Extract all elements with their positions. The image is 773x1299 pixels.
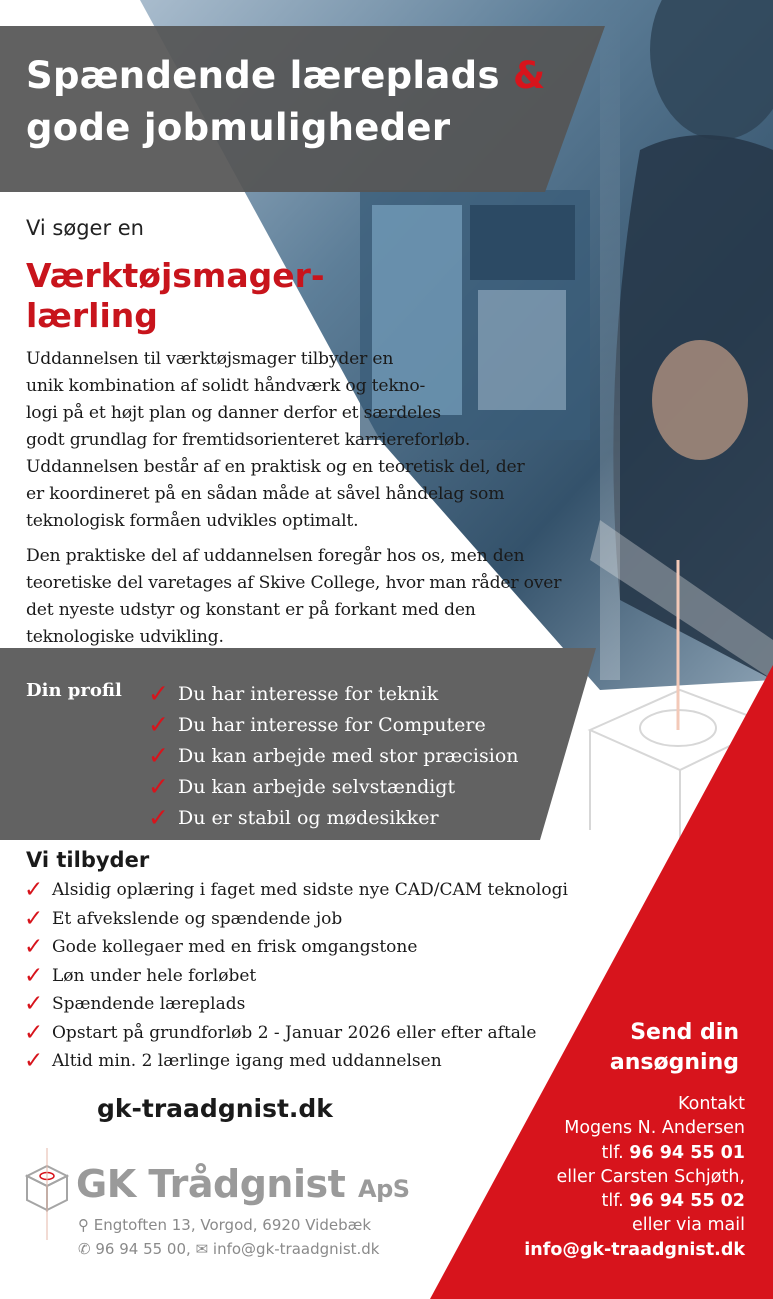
- phone-icon: ✆: [78, 1240, 91, 1258]
- tlf-label: tlf.: [601, 1191, 624, 1212]
- offer-item-text: Spændende læreplads: [52, 994, 246, 1015]
- profile-item-text: Du er stabil og mødesikker: [178, 806, 439, 829]
- list-item: [148, 709, 519, 740]
- apply-email-link[interactable]: info@gk-traadgnist.dk: [524, 1239, 745, 1260]
- profile-item-text: Du har interesse for Computere: [178, 713, 486, 736]
- checkmark-icon: ✓: [24, 905, 44, 932]
- offer-item-text: Løn under hele forløbet: [52, 965, 257, 986]
- list-item: [148, 771, 519, 802]
- list-item: [24, 876, 568, 905]
- list-item: [148, 678, 519, 709]
- company-address: [78, 1216, 371, 1234]
- website-link[interactable]: gk-traadgnist.dk: [97, 1094, 333, 1123]
- job-title-line2: lærling: [26, 296, 158, 335]
- checkmark-icon: ✓: [24, 1019, 44, 1046]
- offer-title: Vi tilbyder: [26, 848, 150, 872]
- contact1-phone-line: [524, 1141, 745, 1165]
- list-item: [24, 1047, 568, 1076]
- headline-line2: gode jobmuligheder: [26, 106, 451, 149]
- profile-list: [148, 678, 519, 833]
- company-email[interactable]: info@gk-traadgnist.dk: [212, 1240, 380, 1258]
- checkmark-icon: ✓: [148, 741, 169, 770]
- company-suffix: ApS: [358, 1175, 410, 1203]
- checkmark-icon: ✓: [24, 877, 44, 904]
- location-pin-icon: ⚲: [78, 1216, 89, 1234]
- contact-block: [524, 1092, 745, 1262]
- text-line: unik kombination af solidt håndværk og tekno-: [26, 376, 426, 396]
- profile-item-text: Du har interesse for teknik: [178, 682, 439, 705]
- contact1-phone[interactable]: 96 94 55 01: [629, 1142, 745, 1163]
- profile-item-text: Du kan arbejde med stor præcision: [178, 744, 519, 767]
- list-item: [24, 933, 568, 962]
- contact2-name: eller Carsten Schjøth,: [556, 1166, 745, 1187]
- list-item: [24, 962, 568, 991]
- text-line: logi på et højt plan og danner derfor et særdeles: [26, 403, 441, 423]
- text-line: godt grundlag for fremtidsorienteret karriereforløb.: [26, 430, 471, 450]
- text-line: Uddannelsen består af en praktisk og en teoretisk del, der: [26, 457, 525, 477]
- apply-line1: Send din: [630, 1020, 739, 1045]
- contact1-name: Mogens N. Andersen: [564, 1118, 745, 1139]
- text-line: teknologiske udvikling.: [26, 627, 224, 647]
- offer-item-text: Alsidig oplæring i faget med sidste nye CAD/CAM teknologi: [52, 880, 568, 901]
- offer-item-text: Altid min. 2 lærlinge igang med uddannelsen: [52, 1051, 442, 1072]
- company-name: [76, 1162, 410, 1206]
- address-text: Engtoften 13, Vorgod, 6920 Videbæk: [93, 1216, 372, 1234]
- checkmark-icon: ✓: [148, 679, 169, 708]
- apply-line2: ansøgning: [609, 1050, 739, 1075]
- checkmark-icon: ✓: [24, 962, 44, 989]
- contact2-phone[interactable]: 96 94 55 02: [629, 1191, 745, 1212]
- mail-label: eller via mail: [631, 1215, 745, 1236]
- offer-item-text: Et afvekslende og spændende job: [52, 908, 343, 929]
- text-line: teoretiske del varetages af Skive College, hvor man råder over: [26, 573, 562, 593]
- checkmark-icon: ✓: [24, 991, 44, 1018]
- list-item: [24, 905, 568, 934]
- company-contact: [78, 1240, 380, 1258]
- offer-item-text: Opstart på grundforløb 2 - Januar 2026 eller efter aftale: [52, 1022, 537, 1043]
- checkmark-icon: ✓: [148, 710, 169, 739]
- checkmark-icon: ✓: [148, 803, 169, 832]
- list-item: [148, 740, 519, 771]
- text-line: teknologisk formåen udvikles optimalt.: [26, 511, 359, 531]
- profile-label: Din profil: [26, 680, 122, 701]
- contact2-phone-line: [524, 1189, 745, 1213]
- tlf-label: tlf.: [601, 1142, 624, 1163]
- job-title-line1: Værktøjsmager-: [26, 256, 325, 295]
- checkmark-icon: ✓: [148, 772, 169, 801]
- job-title: [26, 256, 325, 336]
- list-item: [24, 990, 568, 1019]
- headline-ampersand: &: [512, 54, 546, 97]
- description-paragraph-2: [26, 543, 596, 651]
- headline-line1: Spændende læreplads: [26, 54, 500, 97]
- list-item: [24, 1019, 568, 1048]
- list-item: [148, 802, 519, 833]
- seeking-text: Vi søger en: [26, 216, 144, 240]
- offer-list: [24, 876, 568, 1076]
- profile-item-text: Du kan arbejde selvstændigt: [178, 775, 456, 798]
- text-line: det nyeste udstyr og konstant er på forkant med den: [26, 600, 476, 620]
- company-name-text: GK Trådgnist: [76, 1162, 346, 1206]
- company-phone: 96 94 55 00,: [95, 1240, 191, 1258]
- apply-heading: [610, 1018, 739, 1078]
- description-paragraph-1: [26, 346, 596, 535]
- offer-item-text: Gode kollegaer med en frisk omgangstone: [52, 937, 418, 958]
- contact-label: Kontakt: [678, 1094, 745, 1114]
- checkmark-icon: ✓: [24, 1048, 44, 1075]
- checkmark-icon: ✓: [24, 934, 44, 961]
- envelope-icon: ✉: [195, 1240, 209, 1258]
- text-line: Den praktiske del af uddannelsen foregår hos os, men den: [26, 546, 525, 566]
- company-logo-icon: [24, 1148, 70, 1240]
- headline: [26, 50, 546, 154]
- text-line: er koordineret på en sådan måde at såvel håndelag som: [26, 484, 505, 504]
- text-line: Uddannelsen til værktøjsmager tilbyder en: [26, 349, 394, 369]
